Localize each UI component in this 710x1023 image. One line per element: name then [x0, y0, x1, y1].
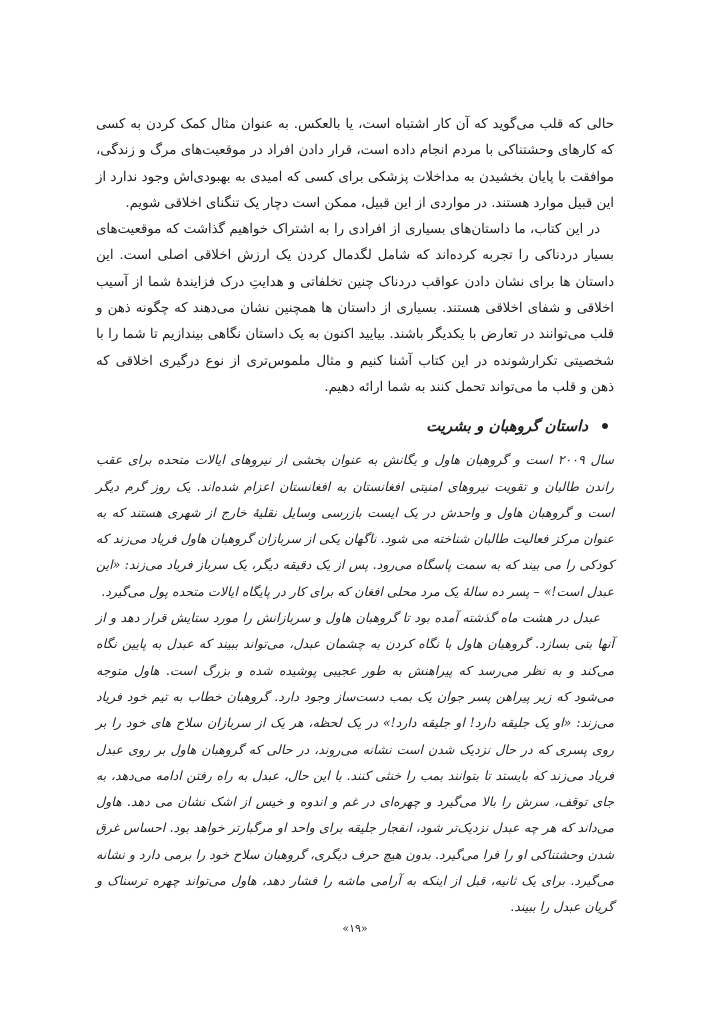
body-paragraph-1: حالی که قلب می‌گوید که آن کار اشتباه است، یا بالعکس. به عنوان مثال کمک کردن به کسی که کارهای وحشتناکی با مردم انجام داده است، قرار دادن افراد در موقعیت‌های مرگ و زندگی، موافقت با پایان بخشیدن به مداخلات پزشکی برای کسی که امیدی به بهبودی‌اش وجود ندارد از این قبیل موارد هستند. در مواردی از این قبیل، ممکن است دچار یک تنگنای اخلاقی شویم.	[96, 117, 614, 211]
page-number: «۱۹»	[342, 922, 368, 935]
story-paragraph-1: سال ۲۰۰۹ است و گروهبان هاول و یگانش به عنوان بخشی از نیروهای ایالات متحده برای عقب راندن طالبان و تقویت نیروهای امنیتی افغانستان به افغانستان اعزام شده‌اند. یک روز گرم دیگر است و گروهبان هاول و واحدش در یک ایست بازرسی وسایل نقلیهٔ خارج از شهری هستند که به عنوان مرکز فعالیت طالبان شناخته می شود. ناگهان یکی از سربازان گروهبان هاول فریاد می‌زند که کودکی را می بیند که به سمت پاسگاه می‌رود. پس از یک دقیقه دیگر، یک سرباز فریاد می‌زند: «این عبدل است!» – پسر ده سالهٔ یک مرد محلی افغان که برای کار در پایگاه ایالات متحده پول می‌گیرد.	[96, 452, 614, 599]
section-heading	[96, 413, 614, 439]
section-heading-text: داستان گروهبان و بشریت	[426, 417, 588, 436]
story-paragraph-2: عبدل در هشت ماه گذشته آمده بود تا گروهبان هاول و سربازانش را مورد ستایش قرار دهد و از آنها بتی بسازد. گروهبان هاول با نگاه کردن به چشمان عبدل، می‌تواند ببیند که عبدل به پایین نگاه می‌کند و به نظر می‌رسد که پیراهنش به طور عجیبی پوشیده شده و بزرگ است. هاول متوجه می‌شود که زیر پیراهن پسر جوان یک بمب دست‌ساز وجود دارد. گروهبان خطاب به تیم خود فریاد می‌زند: «او یک جلیقه دارد! او جلیقه دارد!» در یک لحظه، هر یک از سربازان سلاح های خود را بر روی پسری که در حال نزدیک شدن است نشانه می‌روند، در حالی که گروهبان هاول بر روی عبدل فریاد می‌زند که بایستد تا بتوانند بمب را خنثی کنند. با این حال، عبدل به راه رفتن ادامه می‌دهد، به جای توقف، سرش را بالا می‌گیرد و چهره‌ای در غم و اندوه و خیس از اشک نشان می دهد. هاول می‌داند که هر چه عبدل نزدیک‌تر شود، انفجار جلیقه برای واحد او مرگبارتر خواهد بود. احساس غرق شدن وحشتناکی او را فرا می‌گیرد. بدون هیچ حرف دیگری، گروهبان سلاح خود را برمی دارد و نشانه می‌گیرد. برای یک ثانیه، قبل از اینکه به آرامی ماشه را فشار دهد، هاول می‌تواند چهره ترسناک و گریان عبدل را ببیند.	[96, 610, 614, 915]
bullet-icon	[602, 423, 608, 429]
body-paragraph-2: در این کتاب، ما داستان‌های بسیاری از افرادی را به اشتراک خواهیم گذاشت که موقعیت‌های بسیار دردناکی را تجربه کرده‌اند که شامل لگدمال کردن یک ارزش اخلاقی اصلی است. این داستان ها برای نشان دادن عواقب دردناک چنین تخلفاتی و هدایتِ درک فزایندهٔ شما از آسیب اخلاقی و شفای اخلاقی هستند. بسیاری از داستان ها همچنین نشان می‌دهند که چگونه ذهن و قلب می‌توانند در تعارض با یکدیگر باشند. بیایید اکنون به یک داستان نگاهی بیندازیم تا شما را با شخصیتی تکرارشونده در این کتاب آشنا کنیم و مثال ملموس‌تری از نوع درگیری اخلاقی که ذهن و قلب ما می‌تواند تحمل کنند به شما ارائه دهیم.	[96, 222, 614, 395]
